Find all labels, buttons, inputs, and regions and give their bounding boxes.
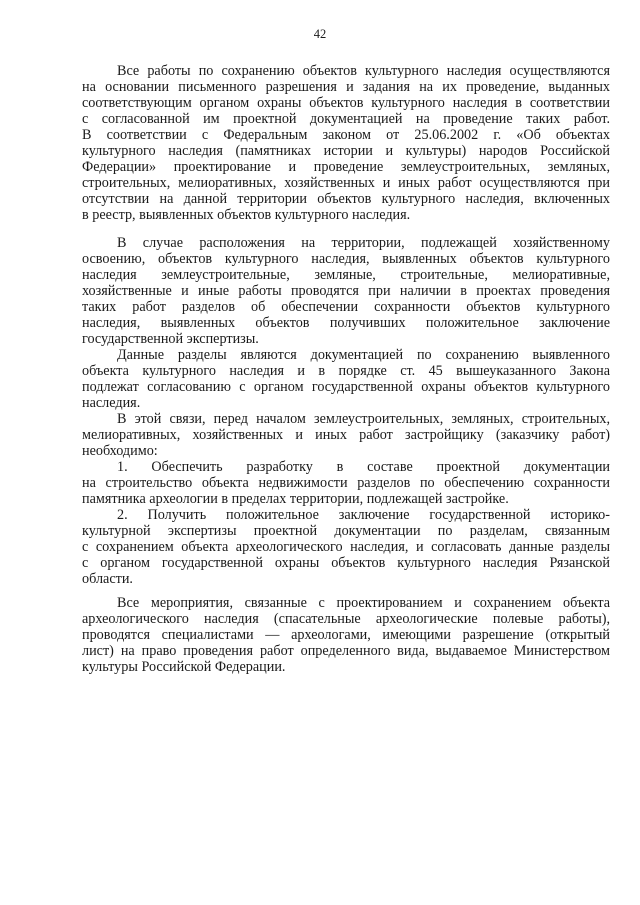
text-line: Все мероприятия, связанные с проектированием и сохранением объекта xyxy=(117,595,610,611)
text-line: наследия, выявленных объектов получивших положительное заключение xyxy=(82,315,610,331)
paragraph xyxy=(82,63,610,223)
text-line: необходимо: xyxy=(82,443,158,459)
text-line: области. xyxy=(82,571,133,587)
text-line: Данные разделы являются документацией по сохранению выявленного xyxy=(117,347,610,363)
text-line: государственной экспертизы. xyxy=(82,331,259,347)
paragraph xyxy=(82,347,610,411)
text-line: В соответствии с Федеральным законом от 25.06.2002 г. «Об объектах xyxy=(82,127,610,143)
text-line: 2. Получить положительное заключение государственной историко- xyxy=(117,507,610,523)
text-line: наследия. xyxy=(82,395,141,411)
paragraph xyxy=(82,595,610,675)
paragraph xyxy=(82,235,610,347)
text-line: объекта культурного наследия и в порядке ст. 45 вышеуказанного Закона xyxy=(82,363,610,379)
text-line: хозяйственные и иные работы проводятся при наличии в проектах проведения xyxy=(82,283,610,299)
text-line: 1. Обеспечить разработку в составе проектной документации xyxy=(117,459,610,475)
text-line: в реестр, выявленных объектов культурного наследия. xyxy=(82,207,411,223)
text-line: археологического наследия (спасательные археологические полевые работы), xyxy=(82,611,610,627)
text-line: В этой связи, перед началом землеустроительных, земляных, строительных, xyxy=(117,411,610,427)
text-line: наследия землеустроительные, земляные, строительные, мелиоративные, xyxy=(82,267,610,283)
text-line: освоению, объектов культурного наследия, выявленных объектов культурного xyxy=(82,251,610,267)
text-line: Федерации» проектирование и проведение землеустроительных, земляных, xyxy=(82,159,610,175)
text-line: на основании письменного разрешения и задания на их проведение, выданных xyxy=(82,79,610,95)
text-line: на строительство объекта недвижимости разделов по обеспечению сохранности xyxy=(82,475,610,491)
text-line: с сохранением объекта археологического наследия, и согласовать данные разделы xyxy=(82,539,610,555)
text-line: культурной экспертизы проектной документации по разделам, связанным xyxy=(82,523,610,539)
text-line: В случае расположения на территории, подлежащей хозяйственному xyxy=(117,235,610,251)
text-line: подлежат согласованию с органом государственной охраны объектов культурного xyxy=(82,379,610,395)
list-item xyxy=(82,507,610,587)
text-line: таких работ разделов об обеспечении сохранности объектов культурного xyxy=(82,299,610,315)
text-line: проводятся специалистами — археологами, имеющими разрешение (открытый xyxy=(82,627,610,643)
paragraph xyxy=(82,411,610,459)
page-number: 42 xyxy=(313,27,327,41)
text-line: строительных, мелиоративных, хозяйственных и иных работ осуществляются при xyxy=(82,175,610,191)
text-line: с согласованной им проектной документацией на проведение таких работ. xyxy=(82,111,610,127)
body-text xyxy=(82,63,610,675)
text-line: лист) на право проведения работ определенного вида, выдаваемое Министерством xyxy=(82,643,610,659)
list-item xyxy=(82,459,610,507)
text-line: отсутствии на данной территории объектов культурного наследия, включенных xyxy=(82,191,610,207)
text-line: мелиоративных, хозяйственных и иных работ застройщику (заказчику работ) xyxy=(82,427,610,443)
text-line: соответствующим органом охраны объектов культурного наследия в соответствии xyxy=(82,95,610,111)
text-line: памятника археологии в пределах территории, подлежащей застройке. xyxy=(82,491,509,507)
text-line: с органом государственной охраны объектов культурного наследия Рязанской xyxy=(82,555,610,571)
text-line: культуры Российской Федерации. xyxy=(82,659,286,675)
text-line: культурного наследия (памятниках истории и культуры) народов Российской xyxy=(82,143,610,159)
text-line: Все работы по сохранению объектов культурного наследия осуществляются xyxy=(117,63,610,79)
